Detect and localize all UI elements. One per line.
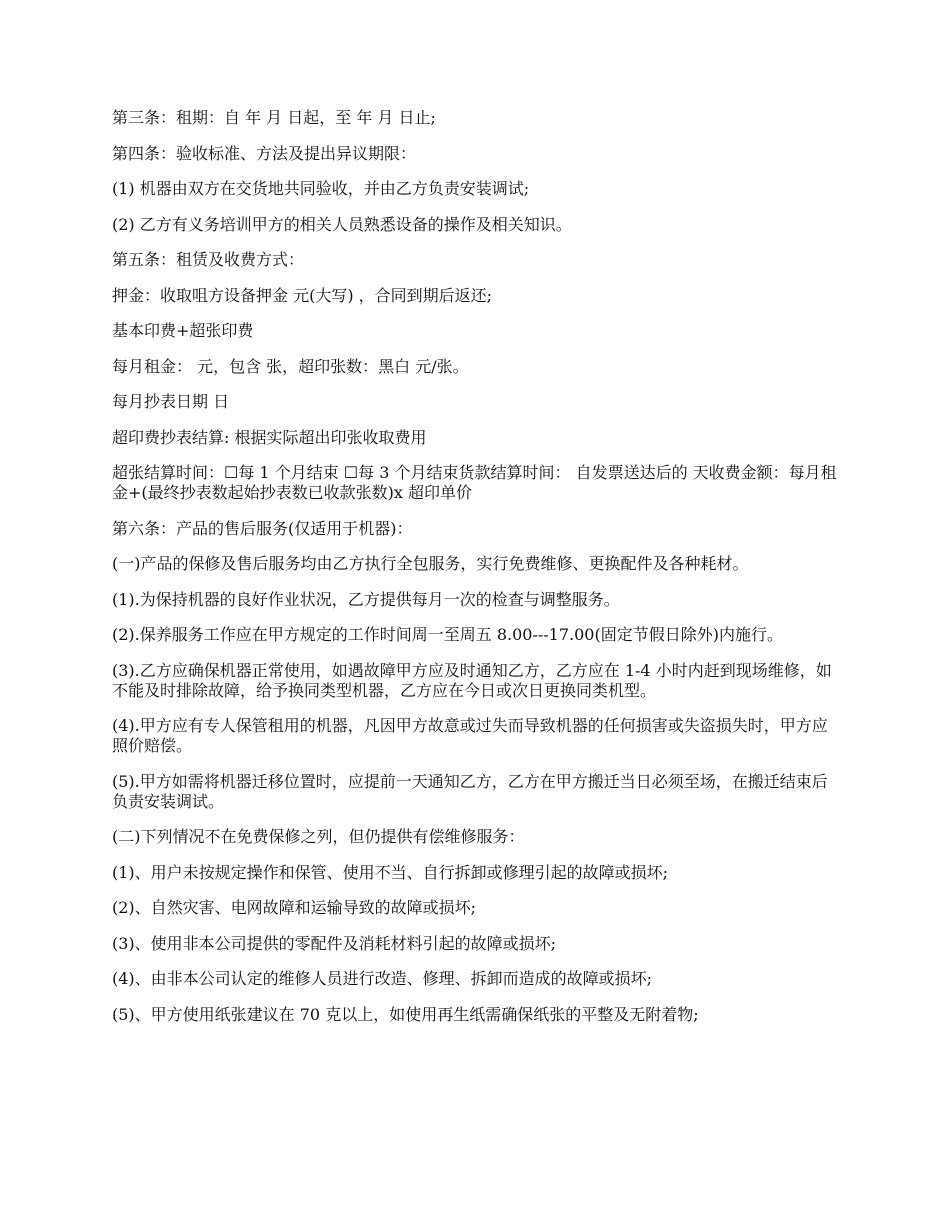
service-item-2: (2).保养服务工作应在甲方规定的工作时间周一至周五 8.00---17.00(固定节假日除外)内施行。 — [112, 625, 783, 644]
overprint-settlement: 超印费抄表结算: 根据实际超出印张收取费用 — [112, 427, 427, 447]
settlement-time-text: 超张结算时间：☐每 1 个月结束 ☐每 3 个月结束货款结算时间： 自发票送达后的 天收费金额：每月租金+(最终抄表数起始抄表数已收款张数)x 超印单价 — [112, 463, 837, 502]
paid-repair-item-3: (3)、使用非本公司提供的零配件及消耗材料引起的故障或损坏; — [112, 933, 557, 953]
service-section-2: (二)下列情况不在免费保修之列，但仍提供有偿维修服务： — [112, 827, 525, 846]
clause-5-heading: 第五条：租赁及收费方式： — [112, 250, 305, 269]
service-section-1: (一)产品的保修及售后服务均由乙方执行全包服务，实行免费维修、更换配件及各种耗材。 — [112, 554, 749, 573]
deposit-text: 押金：收取咀方设备押金 元(大写) ，合同到期后返还; — [112, 285, 493, 305]
fee-structure-text: 基本印费+超张印费 — [112, 321, 254, 340]
service-item-3: (3).乙方应确保机器正常使用，如遇故障甲方应及时通知乙方，乙方应在 1-4 小时内赶到现场维修，如不能及时排除故障，给予换同类型机器，乙方应在今日或次日更换同类机型。 — [112, 660, 832, 700]
paid-repair-item-2: (2)、自然灾害、电网故障和运输导致的故障或损坏; — [112, 898, 477, 917]
paid-repair-item-5: (5)、甲方使用纸张建议在 70 克以上，如使用再生纸需确保纸张的平整及无附着物; — [112, 1004, 699, 1024]
document-body — [112, 108, 840, 1040]
service-item-5: (5).甲方如需将机器迁移位置时，应提前一天通知乙方，乙方在甲方搬迁当日必须至场，在搬迁结束后负责安装调试。 — [112, 771, 828, 811]
meter-reading-date: 每月抄表日期 日 — [112, 392, 230, 411]
service-item-4: (4).甲方应有专人保管租用的机器，凡因甲方故意或过失而导致机器的任何损害或失盗损失时，甲方应照价赔偿。 — [112, 716, 828, 755]
clause-3-lease-term: 第三条：租期：自 年 月 日起，至 年 月 日止; — [112, 108, 436, 127]
service-item-1: (1).为保持机器的良好作业状况，乙方提供每月一次的检查与调整服务。 — [112, 589, 620, 609]
clause-6-heading: 第六条：产品的售后服务(仅适用于机器)： — [112, 518, 413, 538]
monthly-rent-text: 每月租金： 元，包含 张，超印张数：黑白 元/张。 — [112, 356, 469, 376]
paid-repair-item-1: (1)、用户未按规定操作和保管、使用不当、自行拆卸或修理引起的故障或损坏; — [112, 862, 669, 882]
clause-4-heading: 第四条：验收标准、方法及提出异议期限： — [112, 143, 417, 163]
clause-4-item-2: (2) 乙方有义务培训甲方的相关人员熟悉设备的操作及相关知识。 — [112, 214, 572, 234]
paid-repair-item-4: (4)、由非本公司认定的维修人员进行改造、修理、拆卸而造成的故障或损坏; — [112, 969, 653, 988]
clause-4-item-1: (1) 机器由双方在交货地共同验收，并由乙方负责安装调试; — [112, 179, 530, 198]
